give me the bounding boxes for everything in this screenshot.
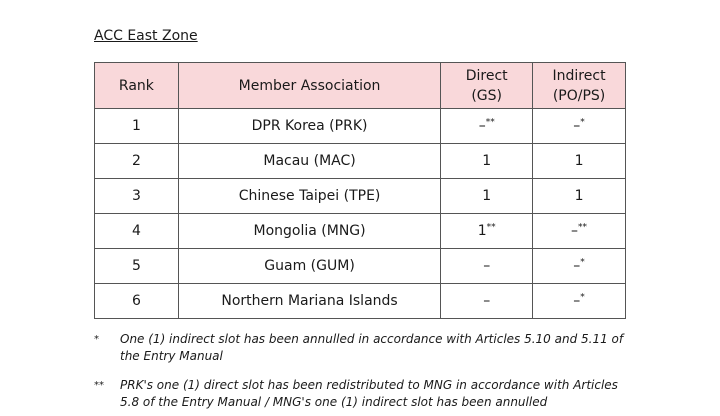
rank-cell: 5 [95, 249, 179, 284]
footnote-ref: * [580, 257, 585, 268]
footnote-double-asterisk [94, 377, 634, 411]
footnote-mark: * [94, 334, 99, 345]
indirect-cell: –* [533, 109, 626, 144]
indirect-cell: 1 [533, 179, 626, 214]
header-association: Member Association [178, 63, 440, 109]
association-cell: Macau (MAC) [178, 144, 440, 179]
header-indirect-line2: (PO/PS) [552, 87, 606, 104]
direct-cell: – [441, 284, 533, 319]
footnote-ref: ** [578, 222, 588, 233]
rank-cell: 6 [95, 284, 179, 319]
header-direct-line1: Direct [465, 67, 508, 84]
footnote-text: PRK's one (1) direct slot has been redistributed to MNG in accordance with Articles 5.8 of the Entry Manual / MNG's one (1) indirect slot has been annulled [120, 378, 618, 409]
header-indirect-line1: Indirect [552, 67, 606, 84]
table-row [95, 144, 626, 179]
rank-cell: 3 [95, 179, 179, 214]
header-direct [441, 63, 533, 109]
indirect-cell: –* [533, 284, 626, 319]
rank-cell: 4 [95, 214, 179, 249]
zone-title: ACC East Zone [94, 28, 198, 44]
direct-cell: 1 [441, 144, 533, 179]
header-direct-line2: (GS) [471, 87, 503, 104]
association-cell: Guam (GUM) [178, 249, 440, 284]
table-header-row [95, 63, 626, 109]
rank-cell: 1 [95, 109, 179, 144]
association-cell: Chinese Taipei (TPE) [178, 179, 440, 214]
footnote-ref: * [580, 117, 585, 128]
table-row [95, 109, 626, 144]
association-cell: Northern Mariana Islands [178, 284, 440, 319]
footnote-text: One (1) indirect slot has been annulled in accordance with Articles 5.10 and 5.11 of the Entry Manual [120, 332, 624, 363]
footnote-ref: * [580, 292, 585, 303]
slot-allocation-table [94, 62, 626, 319]
direct-cell: – [441, 249, 533, 284]
indirect-cell: 1 [533, 144, 626, 179]
direct-cell: 1** [441, 214, 533, 249]
footnote-ref: ** [486, 222, 496, 233]
footnote-single-asterisk [94, 331, 634, 365]
indirect-cell: –* [533, 249, 626, 284]
footnote-ref: ** [485, 117, 495, 128]
association-cell: Mongolia (MNG) [178, 214, 440, 249]
footnote-mark: ** [94, 380, 104, 391]
header-rank: Rank [95, 63, 179, 109]
table-row [95, 214, 626, 249]
rank-cell: 2 [95, 144, 179, 179]
table-row [95, 249, 626, 284]
table-row [95, 179, 626, 214]
indirect-cell: –** [533, 214, 626, 249]
table-row [95, 284, 626, 319]
association-cell: DPR Korea (PRK) [178, 109, 440, 144]
header-indirect [533, 63, 626, 109]
direct-cell: –** [441, 109, 533, 144]
direct-cell: 1 [441, 179, 533, 214]
